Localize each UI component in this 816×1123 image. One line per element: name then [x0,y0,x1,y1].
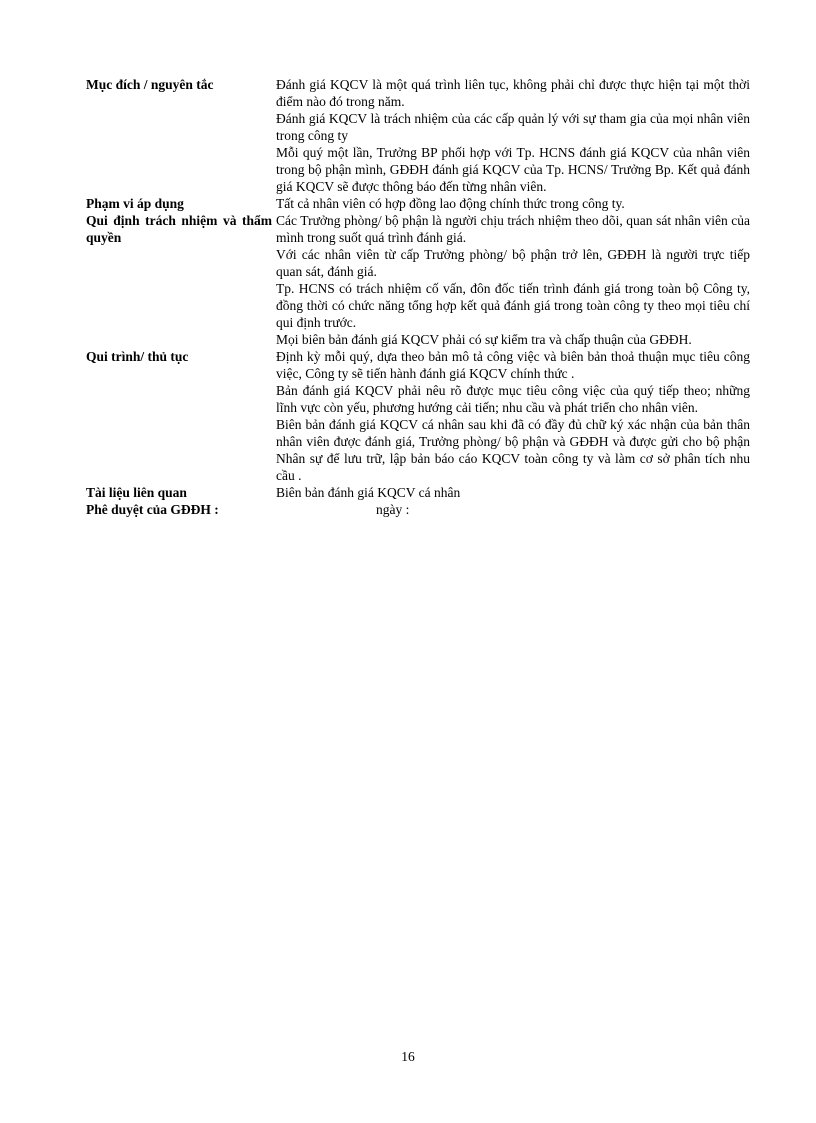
approval-row [86,501,750,518]
paragraph: Định kỳ mỗi quý, dựa theo bản mô tả công việc và biên bản thoả thuận mục tiêu công việc, Công ty sẽ tiến hành đánh giá KQCV chính thức . [276,349,750,381]
section-content [276,212,750,348]
section-scope [86,195,750,212]
paragraph: Với các nhân viên từ cấp Trưởng phòng/ bộ phận trở lên, GĐĐH là người trực tiếp quan sát, đánh giá. [276,247,750,279]
section-content [276,484,750,501]
section-label: Phạm vi áp dụng [86,196,184,211]
paragraph: Mọi biên bản đánh giá KQCV phải có sự kiểm tra và chấp thuận của GĐĐH. [276,332,692,347]
section-content [276,76,750,195]
section-label: Tài liệu liên quan [86,485,187,500]
approval-date-label: ngày : [376,502,410,517]
paragraph: Biên bản đánh giá KQCV cá nhân [276,485,461,500]
section-responsibility [86,212,750,348]
section-label: Qui trình/ thủ tục [86,349,189,364]
section-content [276,348,750,484]
policy-table [86,76,750,518]
section-label: Mục đích / nguyên tắc [86,77,214,92]
page-number: 16 [401,1049,415,1064]
paragraph: Tp. HCNS có trách nhiệm cố vấn, đôn đốc tiến trình đánh giá trong toàn bộ Công ty, đồng thời có chức năng tổng hợp kết quả đánh giá trong toàn công ty theo mọi tiêu chí qui định trước. [276,281,750,330]
section-content [276,195,750,212]
paragraph: Đánh giá KQCV là trách nhiệm của các cấp quản lý với sự tham gia của mọi nhân viên trong công ty [276,111,750,143]
paragraph: Mỗi quý một lần, Trưởng BP phối hợp với Tp. HCNS đánh giá KQCV của nhân viên trong bộ phận mình, GĐĐH đánh giá KQCV của Tp. HCNS/ Trưởng Bp. Kết quả đánh giá KQCV sẽ được thông báo đến từng nhân viên. [276,145,750,194]
section-label: Qui định trách nhiệm và thẩm quyền [86,213,272,245]
section-procedure [86,348,750,484]
paragraph: Các Trưởng phòng/ bộ phận là người chịu trách nhiệm theo dõi, quan sát nhân viên của mình trong suốt quá trình đánh giá. [276,213,750,245]
section-purpose [86,76,750,195]
section-related-documents [86,484,750,501]
paragraph: Biên bản đánh giá KQCV cá nhân sau khi đã có đầy đủ chữ ký xác nhận của bản thân nhân viên được đánh giá, Trưởng phòng/ bộ phận và GĐĐH và được gửi cho bộ phận Nhân sự để lưu trữ, lập bản báo cáo KQCV toàn công ty và làm cơ sở phân tích nhu cầu . [276,417,750,483]
paragraph: Đánh giá KQCV là một quá trình liên tục, không phải chỉ được thực hiện tại một thời điểm nào đó trong năm. [276,77,750,109]
approval-label: Phê duyệt của GĐĐH : [86,502,219,517]
approval-content [276,501,750,518]
paragraph: Bản đánh giá KQCV phải nêu rõ được mục tiêu công việc của quý tiếp theo; những lĩnh vực còn yếu, phương hướng cải tiến; nhu cầu và phát triển cho nhân viên. [276,383,750,415]
paragraph: Tất cả nhân viên có hợp đồng lao động chính thức trong công ty. [276,196,625,211]
